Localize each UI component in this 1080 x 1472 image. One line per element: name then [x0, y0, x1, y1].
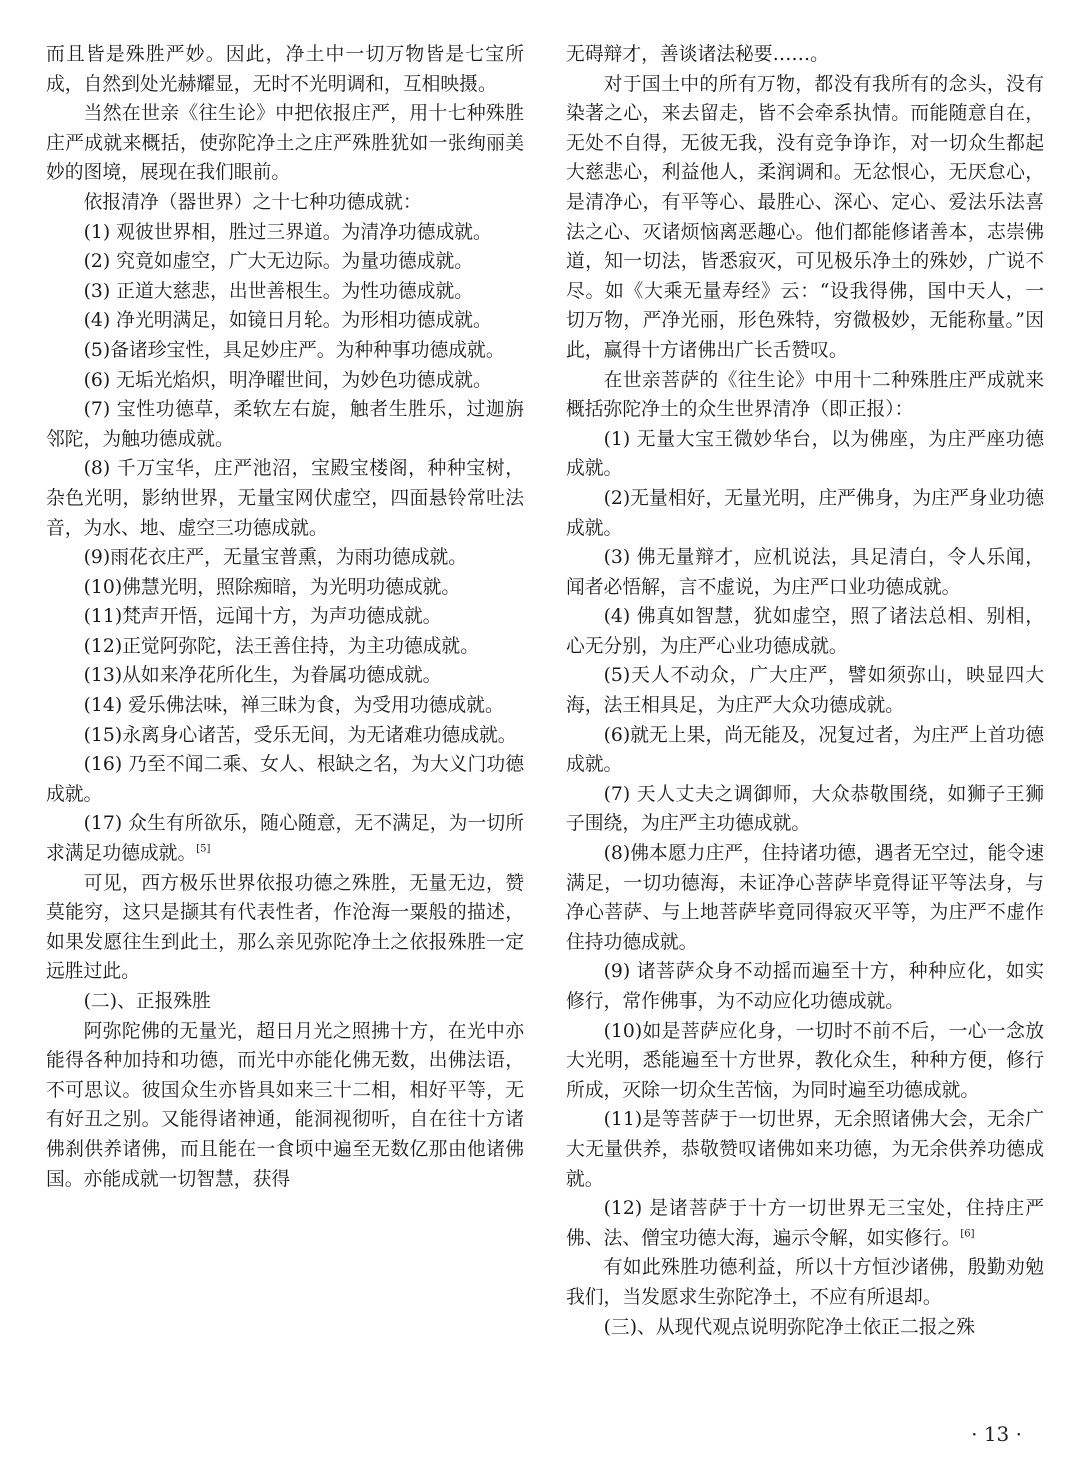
list-item: (9) 诸菩萨众身不动摇而遍至十方，种种应化，如实修行，常作佛事，为不动应化功德成就。: [566, 961, 1044, 1012]
list-item: [566, 1194, 1044, 1253]
paragraph: 当然在世亲《往生论》中把依报庄严，用十七种殊胜庄严成就来概括，使弥陀净土之庄严殊胜犹如一张绚丽美妙的图境，展现在我们眼前。: [46, 103, 524, 184]
footnote-ref: [6]: [960, 1228, 975, 1240]
page-number: · 13 ·: [971, 1422, 1022, 1446]
list-item-text: (17) 众生有所欲乐，随心随意，无不满足，为一切所求满足功德成就。: [46, 813, 524, 865]
list-item: (7) 宝性功德草，柔软左右旋，触者生胜乐，过迦旃邻陀，为触功德成就。: [46, 399, 524, 450]
list-item: (1) 观彼世界相，胜过三界道。为清净功德成就。: [83, 221, 492, 243]
list-item: (3) 佛无量辩才，应机说法，具足清白，令人乐闻，闻者必悟解，言不虚说，为庄严口业功德成就。: [566, 547, 1044, 598]
paragraph: 而且皆是殊胜严妙。因此，净土中一切万物皆是七宝所成，自然到处光赫耀显，无时不光明调和，互相映摄。: [46, 44, 524, 95]
list-item: (1) 无量大宝王微妙华台，以为佛座，为庄严座功德成就。: [566, 428, 1044, 480]
list-item: (10)如是菩萨应化身，一切时不前不后，一心一念放大光明，悉能遍至十方世界，教化众生，种种方便，修行所成，灭除一切众生苦恼，为同时遍至功德成就。: [566, 1020, 1044, 1101]
list-item: (4) 佛真如智慧，犹如虚空，照了诸法总相、别相，心无分别，为庄严心业功德成就。: [566, 606, 1044, 657]
section-heading: (三)、从现代观点说明弥陀净土依正二报之殊: [603, 1316, 976, 1338]
right-column: [566, 40, 1044, 1342]
list-item: (2)无量相好，无量光明，庄严佛身，为庄严身业功德成就。: [566, 487, 1044, 539]
list-item: (4) 净光明满足，如镜日月轮。为形相功德成就。: [83, 310, 492, 332]
list-item: (11)是等菩萨于一切世界，无余照诸佛大会，无余广大无量供养，恭敬赞叹诸佛如来功德，为无余供养功德成就。: [566, 1109, 1044, 1190]
list-item: (14) 爱乐佛法味，禅三昧为食，为受用功德成就。: [83, 695, 504, 717]
list-item: (12)正觉阿弥陀，法王善住持，为主功德成就。: [83, 635, 479, 657]
list-item: (6) 无垢光焰炽，明净曜世间，为妙色功德成就。: [83, 369, 492, 391]
list-item-text: (12) 是诸菩萨于十方一切世界无三宝处，住持庄严佛、法、僧宝功德大海，遍示令解，如实修行。: [566, 1198, 1044, 1249]
paragraph: 阿弥陀佛的无量光，超日月光之照拂十方，在光中亦能得各种加持和功德，而光中亦能化佛无数，出佛法语，不可思议。彼国众生亦皆具如来三十二相，相好平等，无有好丑之别。又能得诸神通，能洞视彻听，自在往十方诸佛刹供养诸佛，而且能在一食顷中遍至无数亿那由他诸佛国。亦能成就一切智慧，获得: [46, 1020, 524, 1190]
list-item: (8) 千万宝华，庄严池沼，宝殿宝楼阁，种种宝树，杂色光明，影纳世界，无量宝网伏虚空，四面悬铃常吐法音，为水、地、虚空三功德成就。: [46, 458, 524, 539]
list-item: (5)天人不动众，广大庄严，譬如须弥山，映显四大海，法王相具足，为庄严大众功德成就。: [566, 665, 1044, 717]
left-column: [46, 40, 524, 1194]
paragraph: 无碍辩才，善谈诸法秘要……。: [566, 44, 829, 65]
list-item: (9)雨花衣庄严，无量宝普熏，为雨功德成就。: [83, 547, 468, 569]
section-heading: (二)、正报殊胜: [83, 991, 211, 1012]
paragraph: 可见，西方极乐世界依报功德之殊胜，无量无边，赞莫能穷，这只是撷其有代表性者，作沧海一粟般的描述，如果发愿往生到此土，那么亲见弥陀净土之依报殊胜一定远胜过此。: [46, 872, 524, 983]
footnote-ref: [5]: [196, 843, 211, 855]
list-item: (13)从如来净花所化生，为眷属功德成就。: [83, 665, 442, 687]
list-item: (7) 天人丈夫之调御师，大众恭敬围绕，如狮子王狮子围绕，为庄严主功德成就。: [566, 783, 1044, 835]
paragraph: 对于国土中的所有万物，都没有我所有的念头，没有染著之心，来去留走，皆不会牵系执情。而能随意自在，无处不自得，无彼无我，没有竞争诤诈，对一切众生都起大慈悲心，利益他人，柔润调和。无忿恨心，无厌怠心，是清净心，有平等心、最胜心、深心、定心、爱法乐法喜法之心、灭诸烦恼离恶趣心。他们都能修诸善本，志崇佛道，知一切法，皆悉寂灭，可见极乐净土的殊妙，广说不尽。如《大乘无量寿经》云：“设我得佛，国中天人，一切万物，严净光丽，形色殊特，穷微极妙，无能称量。”因此，赢得十方诸佛出广长舌赞叹。: [566, 73, 1044, 361]
list-item: (10)佛慧光明，照除痴暗，为光明功德成就。: [83, 576, 461, 598]
paragraph: 有如此殊胜功德利益，所以十方恒沙诸佛，殷勤劝勉我们，当发愿求生弥陀净土，不应有所退却。: [566, 1257, 1044, 1308]
list-item: (15)永离身心诸苦，受乐无间，为无诸难功德成就。: [83, 724, 517, 746]
list-item: [46, 809, 524, 868]
paragraph: 在世亲菩萨的《往生论》中用十二种殊胜庄严成就来概括弥陀净土的众生世界清净（即正报）：: [566, 369, 1044, 421]
list-item: (11)梵声开悟，远闻十方，为声功德成就。: [83, 606, 442, 628]
list-item: (16) 乃至不闻二乘、女人、根缺之名，为大义门功德成就。: [46, 754, 524, 805]
list-item: (3) 正道大慈悲，出世善根生。为性功德成就。: [83, 280, 474, 302]
section-intro: 依报清净（器世界）之十七种功德成就：: [83, 191, 422, 213]
list-item: (8)佛本愿力庄严，住持诸功德，遇者无空过，能令速满足，一切功德海，未证净心菩萨毕竟得证平等法身，与净心菩萨、与上地菩萨毕竟同得寂灭平等，为庄严不虚作住持功德成就。: [566, 843, 1044, 953]
list-item: (2) 究竟如虚空，广大无边际。为量功德成就。: [83, 251, 474, 273]
list-item: (6)就无上果，尚无能及，况复过者，为庄严上首功德成就。: [566, 724, 1044, 776]
list-item: (5)备诸珍宝性，具足妙庄严。为种种事功德成就。: [83, 339, 505, 361]
